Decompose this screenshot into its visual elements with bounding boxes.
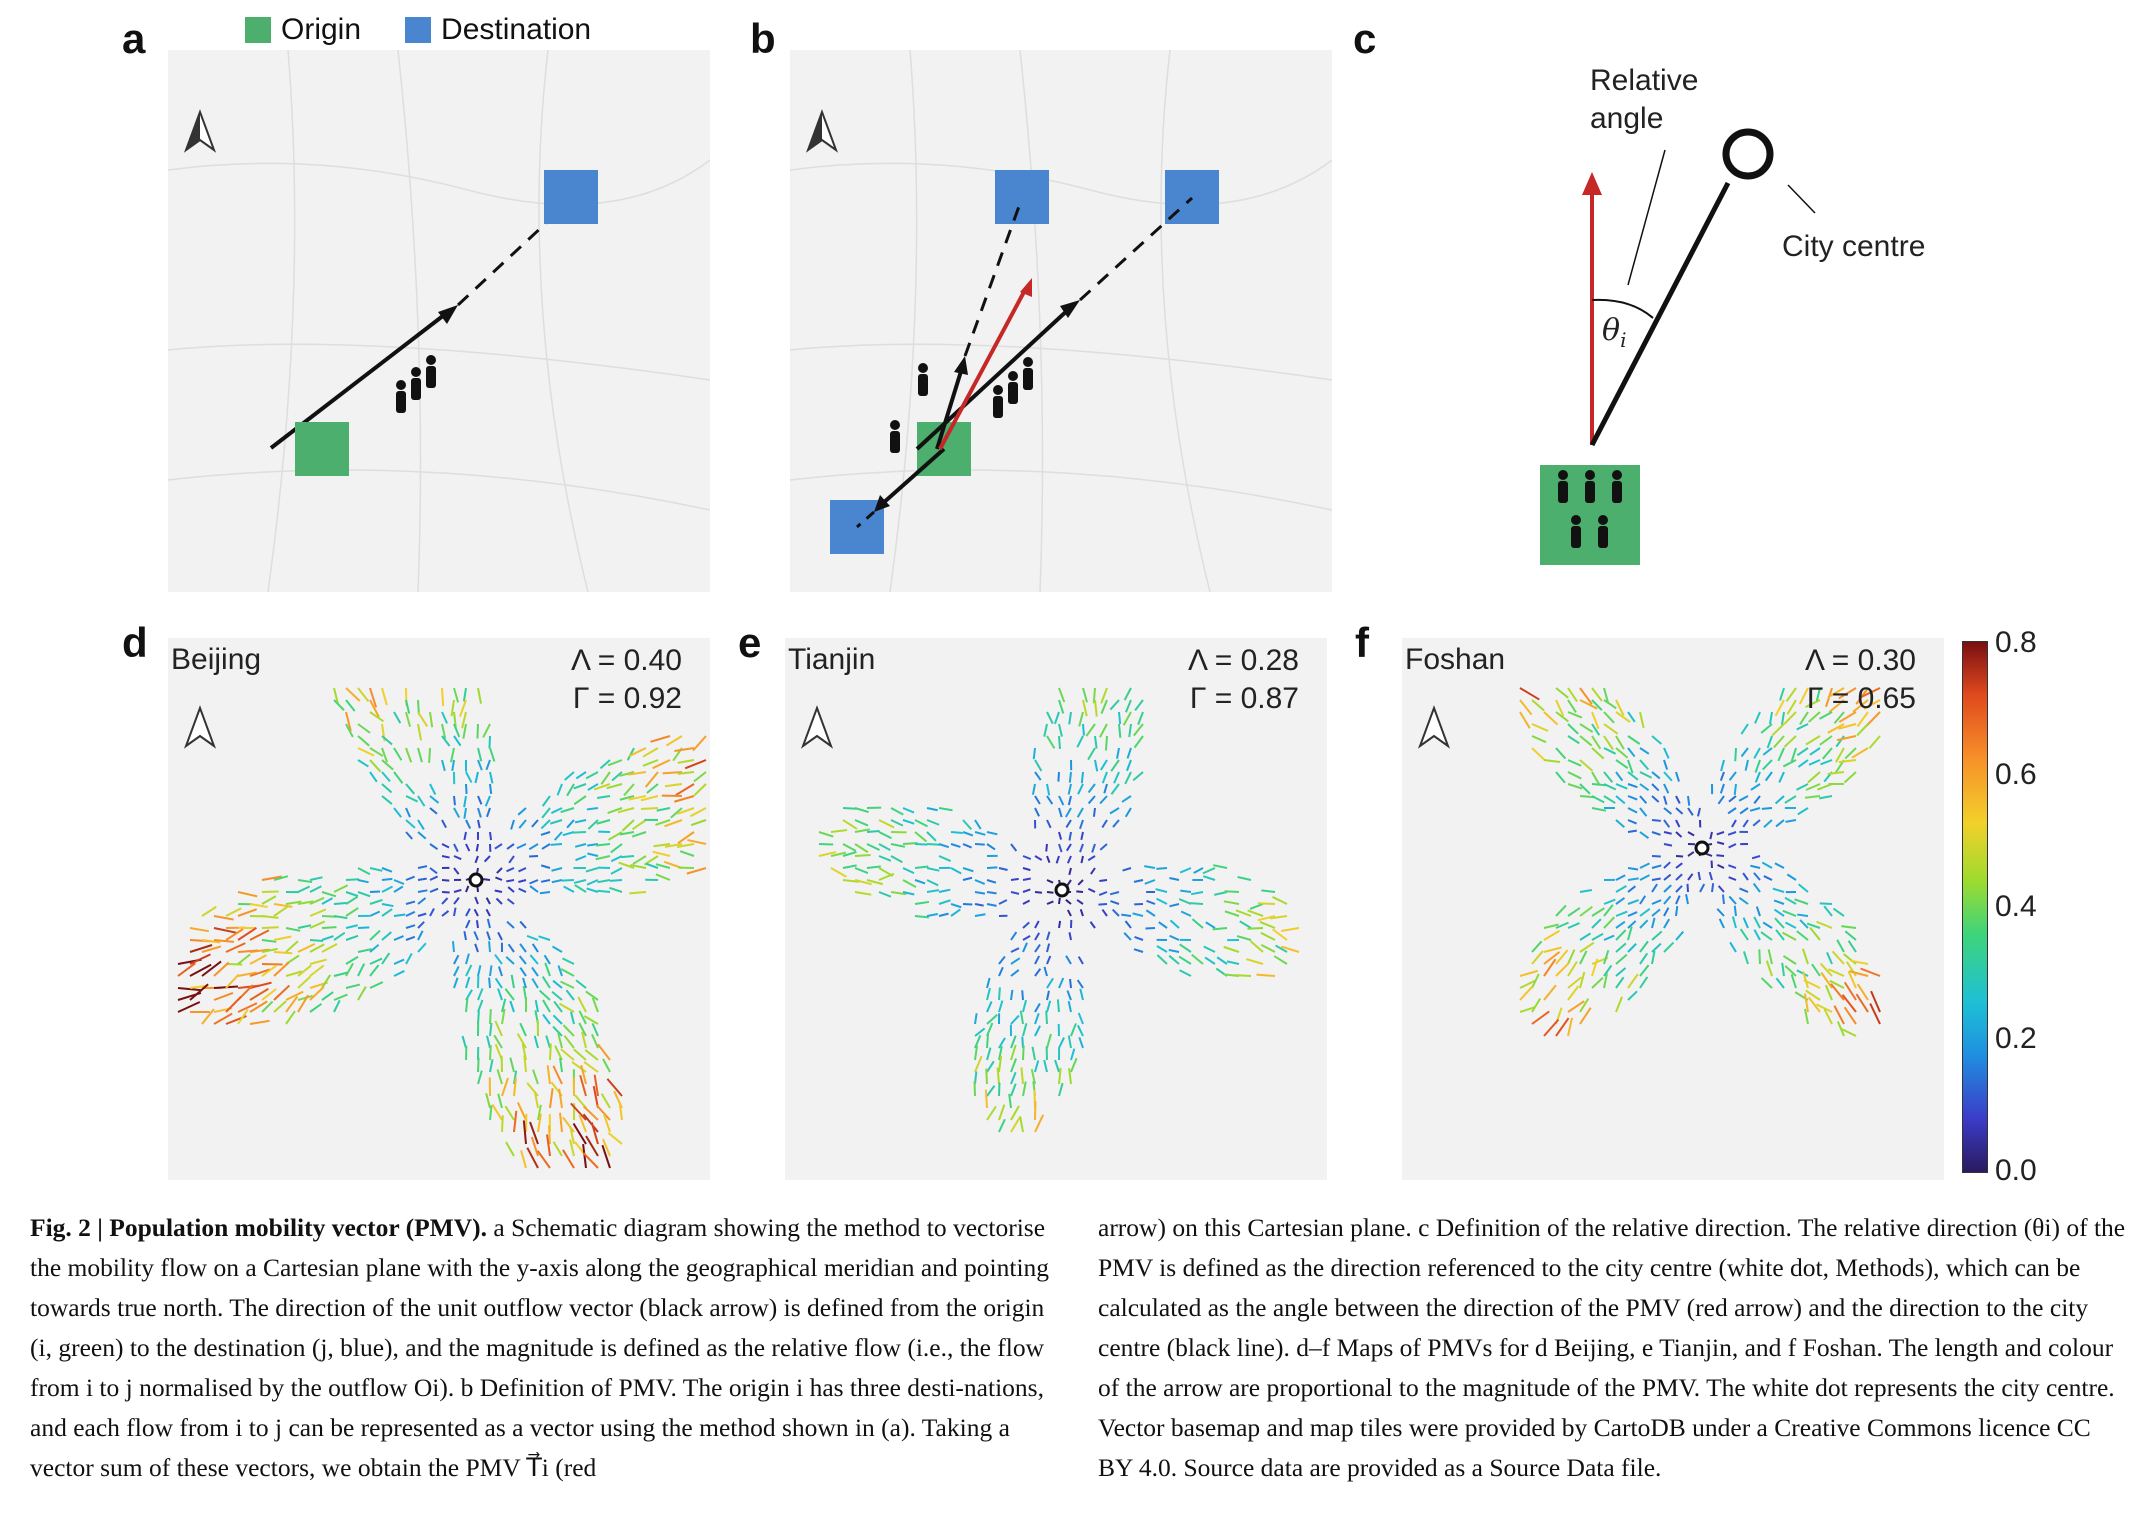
legend-destination-label: Destination (441, 13, 592, 46)
caption-text-1: a Schematic diagram showing the method to vectorise the mobility flow on a Cartesian plane with the y-axis along the geographical meridian and pointing towards true north. The direction of the unit outflow vector (black arrow) is defined from the origin (i, green) to the destination (j, blue), and the magnitude is defined as the relative flow (i.e., the flow from i to j normalised by the outflow Oi). b Definition of PMV. The origin i has three desti-nations, and each flow from i to j can be represented as a vector using the method shown in (a). Taking a vector sum of these vectors, we obtain the PMV T⃗i (red (30, 1213, 1050, 1482)
gamma-value: Γ = 0.92 (572, 682, 682, 715)
map-city-name: Tianjin (788, 643, 876, 676)
colorbar-tick: 0.6 (1995, 758, 2037, 791)
city-centre-marker (1726, 132, 1770, 176)
destination-square (544, 170, 598, 224)
origin-swatch (245, 17, 271, 43)
panel-letter-b: b (750, 15, 776, 62)
caption-column-2 (1098, 1208, 2128, 1488)
map-stats (1188, 642, 1299, 718)
map-city-name: Foshan (1405, 643, 1506, 676)
relative-angle-label-1: Relative (1590, 64, 1699, 97)
colorbar-tick: 0.0 (1995, 1154, 2037, 1187)
relative-angle-label-2: angle (1590, 102, 1664, 135)
map-city-name: Beijing (171, 643, 262, 676)
colorbar-tick: 0.4 (1995, 890, 2037, 923)
map-stats (1805, 642, 1916, 718)
colorbar-tick: 0.8 (1995, 626, 2037, 659)
colorbar-tick: 0.2 (1995, 1022, 2037, 1055)
lambda-value: Λ = 0.28 (1188, 644, 1299, 677)
north-arrow-icon (186, 112, 214, 150)
city-centre-marker (1056, 884, 1068, 896)
map-panel-a (168, 50, 710, 592)
people-icon (396, 355, 436, 413)
map-panel-e (785, 638, 1327, 1180)
colorbar (1962, 641, 1988, 1173)
caption-column-1 (30, 1208, 1060, 1488)
theta-label: $\theta_i$ (1602, 313, 1627, 352)
destination-square-1 (995, 170, 1049, 224)
gamma-value: Γ = 0.87 (1189, 682, 1299, 715)
legend-origin (245, 13, 361, 47)
city-centre-label: City centre (1782, 230, 1926, 263)
gamma-value: Γ = 0.65 (1806, 682, 1916, 715)
panel-letter-e: e (738, 619, 762, 666)
legend-destination (405, 13, 591, 47)
city-centre-marker (470, 874, 482, 886)
destination-swatch (405, 17, 431, 43)
lambda-value: Λ = 0.30 (1805, 644, 1916, 677)
legend (245, 10, 621, 50)
north-arrow-icon (1420, 708, 1448, 746)
map-panel-f (1402, 638, 1944, 1180)
figure-label: Fig. 2 | Population mobility vector (PMV). (30, 1213, 488, 1242)
north-arrow-icon (186, 708, 214, 746)
lambda-value: Λ = 0.40 (571, 644, 682, 677)
city-centre-marker (1696, 842, 1708, 854)
legend-origin-label: Origin (281, 13, 362, 46)
panel-letter-a: a (122, 15, 146, 62)
north-arrow-icon (803, 708, 831, 746)
caption-text-2: arrow) on this Cartesian plane. c Definition of the relative direction. The relative direction (θi) of the PMV is defined as the direction referenced to the city centre (white dot, Methods), which can be calculated as the angle between the direction of the PMV (red arrow) and the direction to the city centre (black line). d–f Maps of PMVs for d Beijing, e Tianjin, and f Foshan. The length and colour of the arrow are proportional to the magnitude of the PMV. The white dot represents the city centre. Vector basemap and map tiles were provided by CartoDB under a Creative Commons licence CC BY 4.0. Source data are provided as a Source Data file. (1098, 1213, 2126, 1482)
map-panel-d (168, 638, 710, 1180)
origin-square (295, 422, 349, 476)
north-arrow-icon (808, 112, 836, 150)
relative-angle-diagram (1370, 50, 1970, 590)
panel-letter-d: d (122, 619, 148, 666)
panel-letter-f: f (1355, 619, 1369, 666)
map-stats (571, 642, 682, 718)
panel-letter-c: c (1353, 15, 1377, 62)
map-panel-b (790, 50, 1332, 592)
